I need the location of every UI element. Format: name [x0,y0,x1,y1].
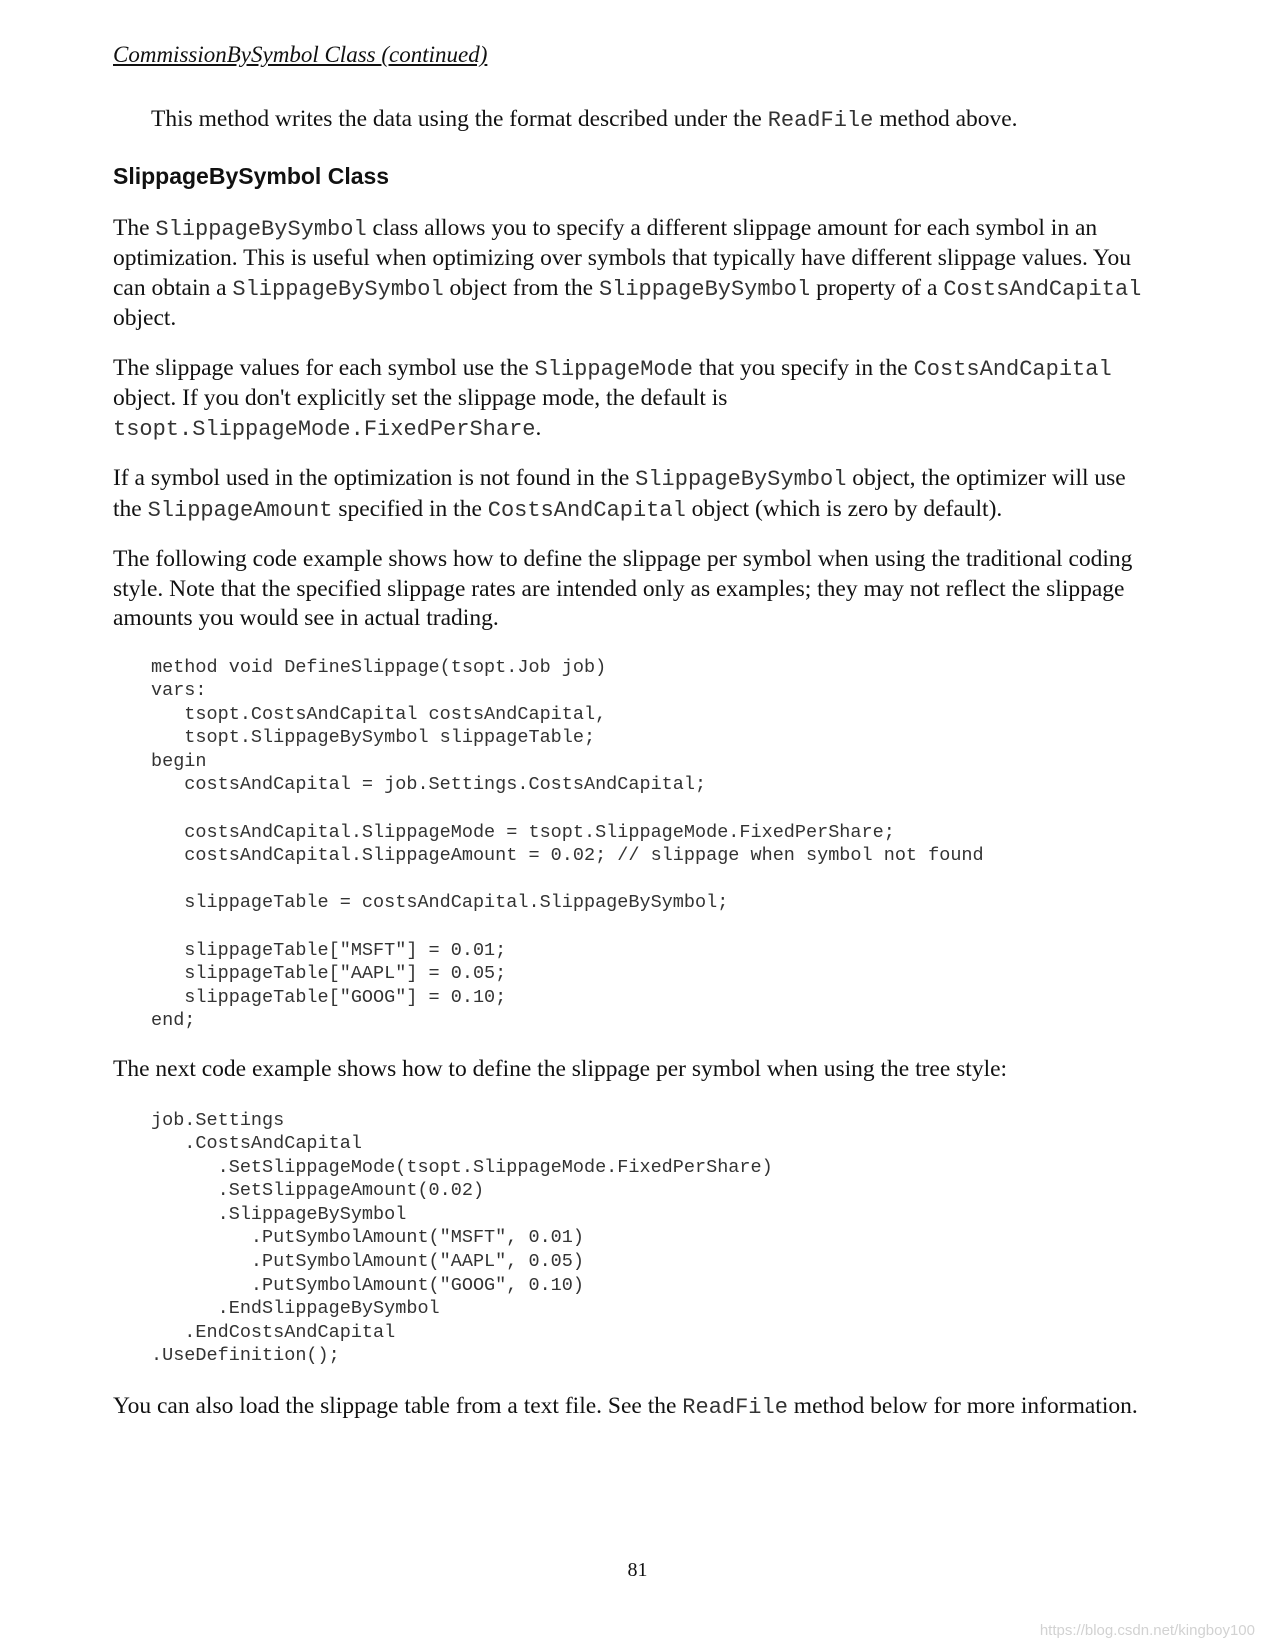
paragraph-code-intro: The following code example shows how to define the slippage per symbol when using the traditional coding style. Note that the specified slippage rates are intended only as examples; they may not reflect the slippage amounts you would see in actual trading. [113,546,1133,631]
inline-code: ReadFile [682,1395,788,1421]
paragraph-text: specified in the [332,495,488,522]
paragraph-text: If a symbol used in the optimization is not found in the [113,465,636,491]
paragraph-text: object from the [443,274,599,301]
inline-code: SlippageBySymbol [232,276,444,302]
inline-code: CostsAndCapital [943,276,1142,302]
intro-paragraph [151,105,1153,136]
page-number: 81 [627,1559,648,1581]
paragraph-text: object. [113,305,177,331]
running-header: CommissionBySymbol Class (continued) [113,42,488,67]
paragraph-text: object, the optimizer will use the [113,465,1126,522]
code-block-tree: job.Settings .CostsAndCapital .SetSlippageMode(tsopt.SlippageMode.FixedPerShare) .SetSlippageAmount(0.02) .SlippageBySymbol .PutSymbolAmount("MSFT", 0.01) .PutSymbolAmount("AAPL", 0.05) .PutSymbolAmount("GOOG", 0.10) .EndSlippageBySymbol .EndCostsAndCapital .UseDefinition(); [151,1109,773,1367]
paragraph-text: . [535,414,542,441]
paragraph-class-description [113,214,1153,334]
paragraph-text: class allows you to specify a different slippage amount for each symbol in an optimization. This is useful when optimizing over symbols that typically have different slippage values. You can obtain a [113,214,1131,301]
paragraph-text: property of a [810,274,944,301]
paragraph-text: object (which is zero by default). [685,495,1003,522]
paragraph-text: You can also load the slippage table from a text file. See the [113,1393,683,1420]
intro-text: This method writes the data using the format described under the [151,106,768,132]
paragraph-text: that you specify in the [693,354,914,381]
inline-code: tsopt.SlippageMode.FixedPerShare [113,416,536,442]
watermark-url: https://blog.csdn.net/kingboy100 [1039,1622,1255,1639]
paragraph-symbol-not-found [113,464,1153,525]
paragraph-slippage-mode [113,354,1153,445]
inline-code: CostsAndCapital [487,497,686,523]
document-page [113,40,1153,1423]
intro-text: method above. [873,106,1018,132]
code-block-traditional: method void DefineSlippage(tsopt.Job job) vars: tsopt.CostsAndCapital costsAndCapital, tsopt.SlippageBySymbol slippageTable; begin costsAndCapital = job.Settings.CostsAndCapital; costsAndCapital.SlippageMode = tsopt.SlippageMode.FixedPerShare; costsAndCapital.SlippageAmount = 0.02; // slippage when symbol not found slippageTable = costsAndCapital.SlippageBySymbol; slippageTable["MSFT"] = 0.01; slippageTable["AAPL"] = 0.05; slippageTable["GOOG"] = 0.10; end; [151,656,984,1032]
inline-code: SlippageBySymbol [635,467,847,492]
paragraph-text: method below for more information. [787,1393,1138,1420]
inline-code: SlippageBySymbol [155,216,367,242]
inline-code: SlippageAmount [147,497,333,523]
inline-code: CostsAndCapital [913,356,1112,382]
paragraph-read-file [113,1392,1153,1423]
paragraph-tree-intro: The next code example shows how to define the slippage per symbol when using the tree style: [113,1056,1008,1082]
paragraph-text: The [113,214,156,241]
section-heading: SlippageBySymbol Class [113,162,390,189]
paragraph-text: The slippage values for each symbol use the [113,354,535,381]
inline-code: SlippageMode [534,356,694,382]
inline-code: ReadFile [767,108,874,133]
paragraph-text: object. If you don't explicitly set the slippage mode, the default is [113,385,728,411]
inline-code: SlippageBySymbol [598,276,811,302]
